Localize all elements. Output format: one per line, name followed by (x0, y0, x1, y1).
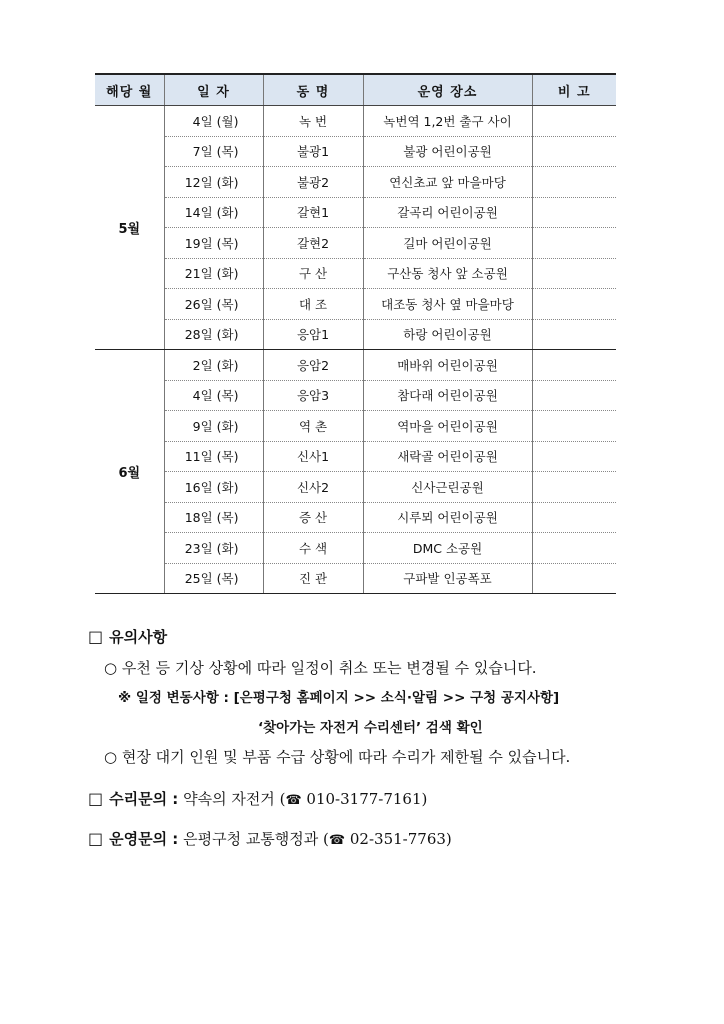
ops-contact (88, 828, 452, 849)
header-date: 일 자 (164, 74, 263, 106)
dong-cell: 수 색 (263, 533, 363, 564)
place-cell: 새락골 어린이공원 (363, 441, 532, 472)
note-cell (532, 167, 616, 198)
place-cell: 갈곡리 어린이공원 (363, 197, 532, 228)
note-cell (532, 106, 616, 137)
note-item-weather (104, 657, 537, 678)
note-cell (532, 411, 616, 442)
note-cell (532, 350, 616, 381)
header-month: 해당 월 (95, 74, 164, 106)
date-cell: 25일 (목) (164, 563, 263, 594)
place-cell: 길마 어린이공원 (363, 228, 532, 259)
table-row (95, 228, 616, 259)
table-row (95, 197, 616, 228)
table-row (95, 136, 616, 167)
dong-cell: 응암3 (263, 380, 363, 411)
dong-cell: 진 관 (263, 563, 363, 594)
dong-cell: 신사1 (263, 441, 363, 472)
repair-contact-name: 약속의 자전거 ( (183, 790, 286, 808)
place-cell: 대조동 청사 옆 마을마당 (363, 289, 532, 320)
place-cell: 매바위 어린이공원 (363, 350, 532, 381)
table-row (95, 411, 616, 442)
dong-cell: 불광1 (263, 136, 363, 167)
table-row (95, 380, 616, 411)
place-cell: 구파발 인공폭포 (363, 563, 532, 594)
table-row (95, 502, 616, 533)
place-cell: DMC 소공원 (363, 533, 532, 564)
date-cell: 26일 (목) (164, 289, 263, 320)
note-cell (532, 197, 616, 228)
note-cell (532, 228, 616, 259)
note-cell (532, 563, 616, 594)
note-cell (532, 258, 616, 289)
place-cell: 신사근린공원 (363, 472, 532, 503)
note-cell (532, 319, 616, 350)
header-note: 비 고 (532, 74, 616, 106)
box-symbol: □ (88, 829, 104, 848)
repair-contact-phone: 010-3177-7161) (301, 790, 428, 808)
dong-cell: 신사2 (263, 472, 363, 503)
date-cell: 23일 (화) (164, 533, 263, 564)
ops-contact-name: 은평구청 교통행정과 ( (183, 830, 329, 848)
search-keyword-reference: ‘찾아가는 자전거 수리센터’ 검색 확인 (258, 720, 483, 736)
note-cell (532, 380, 616, 411)
table-row (95, 258, 616, 289)
dong-cell: 구 산 (263, 258, 363, 289)
table-row (95, 289, 616, 320)
table-row (95, 533, 616, 564)
place-cell: 녹번역 1,2번 출구 사이 (363, 106, 532, 137)
dong-cell: 갈현2 (263, 228, 363, 259)
circle-symbol: ○ (104, 748, 118, 766)
dong-cell: 증 산 (263, 502, 363, 533)
note-item-parts-text: 현장 대기 인원 및 부품 수급 상황에 따라 수리가 제한될 수 있습니다. (121, 748, 571, 766)
dong-cell: 응암2 (263, 350, 363, 381)
note-cell (532, 533, 616, 564)
phone-icon: ☎ (328, 833, 346, 848)
dong-cell: 녹 번 (263, 106, 363, 137)
date-cell: 28일 (화) (164, 319, 263, 350)
place-cell: 구산동 청사 앞 소공원 (363, 258, 532, 289)
table-row (95, 441, 616, 472)
place-cell: 불광 어린이공원 (363, 136, 532, 167)
schedule-change-reference: ※ 일정 변동사항 : [은평구청 홈페이지 >> 소식·알림 >> 구청 공지사항] (118, 690, 560, 706)
note-item-weather-text: 우천 등 기상 상황에 따라 일정이 취소 또는 변경될 수 있습니다. (121, 659, 537, 677)
date-cell: 4일 (목) (164, 380, 263, 411)
schedule-table (95, 73, 616, 594)
notes-title: 유의사항 (109, 628, 168, 646)
note-cell (532, 502, 616, 533)
note-cell (532, 472, 616, 503)
notes-heading (88, 626, 167, 647)
date-cell: 4일 (월) (164, 106, 263, 137)
box-symbol: □ (88, 627, 104, 646)
date-cell: 2일 (화) (164, 350, 263, 381)
dong-cell: 갈현1 (263, 197, 363, 228)
month-cell: 5월 (95, 106, 164, 350)
place-cell: 참다래 어린이공원 (363, 380, 532, 411)
note-cell (532, 441, 616, 472)
ops-contact-phone: 02-351-7763) (345, 830, 452, 848)
date-cell: 12일 (화) (164, 167, 263, 198)
note-cell (532, 136, 616, 167)
table-row (95, 106, 616, 137)
table-row (95, 167, 616, 198)
table-header-row (95, 74, 616, 106)
dong-cell: 역 촌 (263, 411, 363, 442)
date-cell: 16일 (화) (164, 472, 263, 503)
note-cell (532, 289, 616, 320)
table-row (95, 319, 616, 350)
header-place: 운영 장소 (363, 74, 532, 106)
dong-cell: 응암1 (263, 319, 363, 350)
table-body (95, 106, 616, 594)
date-cell: 21일 (화) (164, 258, 263, 289)
table-row (95, 350, 616, 381)
date-cell: 9일 (화) (164, 411, 263, 442)
header-dong: 동 명 (263, 74, 363, 106)
dong-cell: 불광2 (263, 167, 363, 198)
month-cell: 6월 (95, 350, 164, 594)
place-cell: 연신초교 앞 마을마당 (363, 167, 532, 198)
date-cell: 7일 (목) (164, 136, 263, 167)
circle-symbol: ○ (104, 659, 118, 677)
table-row (95, 563, 616, 594)
date-cell: 11일 (목) (164, 441, 263, 472)
place-cell: 하랑 어린이공원 (363, 319, 532, 350)
date-cell: 14일 (화) (164, 197, 263, 228)
place-cell: 시루뫼 어린이공원 (363, 502, 532, 533)
place-cell: 역마을 어린이공원 (363, 411, 532, 442)
date-cell: 19일 (목) (164, 228, 263, 259)
date-cell: 18일 (목) (164, 502, 263, 533)
box-symbol: □ (88, 789, 104, 808)
repair-contact (88, 788, 427, 809)
table-row (95, 472, 616, 503)
phone-icon: ☎ (285, 793, 302, 808)
repair-contact-label: 수리문의 : (109, 790, 179, 808)
ops-contact-label: 운영문의 : (109, 830, 179, 848)
dong-cell: 대 조 (263, 289, 363, 320)
note-item-parts (104, 746, 570, 767)
